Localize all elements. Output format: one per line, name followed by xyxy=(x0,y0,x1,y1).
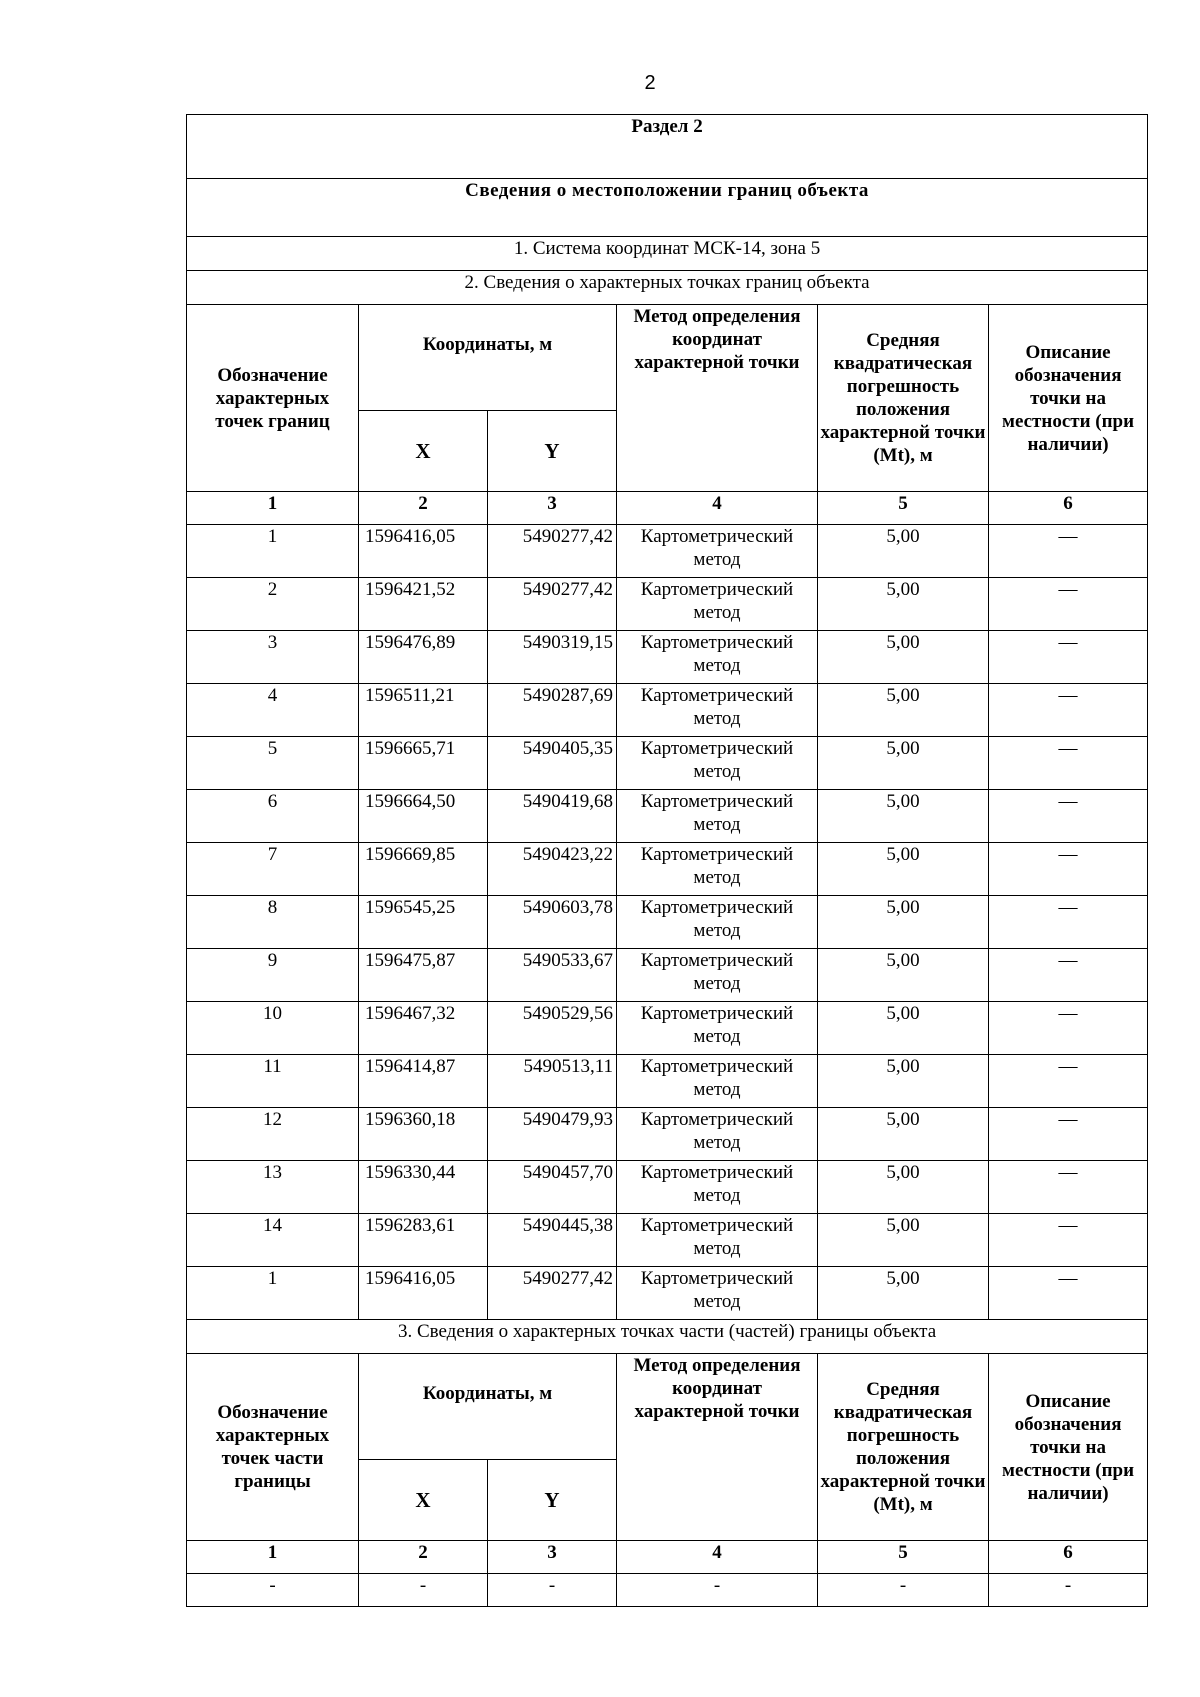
point-error: 5,00 xyxy=(818,737,989,790)
point-method: Картометрический метод xyxy=(617,737,818,790)
parts-header-x: X xyxy=(359,1460,488,1541)
point-error: 5,00 xyxy=(818,1108,989,1161)
point-y: 5490445,38 xyxy=(488,1214,617,1267)
header-x: X xyxy=(359,411,488,492)
point-description: — xyxy=(989,1055,1148,1108)
point-id: 6 xyxy=(187,790,359,843)
point-error: 5,00 xyxy=(818,631,989,684)
point-x: 1596476,89 xyxy=(359,631,488,684)
point-method: Картометрический метод xyxy=(617,578,818,631)
point-y: 5490419,68 xyxy=(488,790,617,843)
parts-header-y: Y xyxy=(488,1460,617,1541)
header-designation: Обозначение характерных точек границ xyxy=(187,305,359,492)
column-number: 4 xyxy=(617,1541,818,1574)
point-description: — xyxy=(989,1267,1148,1320)
point-y: 5490423,22 xyxy=(488,843,617,896)
point-method: Картометрический метод xyxy=(617,1055,818,1108)
point-method: Картометрический метод xyxy=(617,949,818,1002)
point-method: Картометрический метод xyxy=(617,1108,818,1161)
point-id: 3 xyxy=(187,631,359,684)
section-subtitle: Сведения о местоположении границ объекта xyxy=(187,179,1148,237)
point-description: — xyxy=(989,949,1148,1002)
point-x: 1596416,05 xyxy=(359,1267,488,1320)
parts-cell: - xyxy=(818,1574,989,1607)
table-row xyxy=(187,1055,1148,1108)
point-y: 5490277,42 xyxy=(488,1267,617,1320)
point-description: — xyxy=(989,896,1148,949)
header-error: Средняя квадратическая погрешность положения характерной точки (Mt), м xyxy=(818,305,989,492)
column-number: 6 xyxy=(989,1541,1148,1574)
column-number: 5 xyxy=(818,1541,989,1574)
parts-cell: - xyxy=(187,1574,359,1607)
point-error: 5,00 xyxy=(818,896,989,949)
point-method: Картометрический метод xyxy=(617,631,818,684)
column-number: 2 xyxy=(359,492,488,525)
parts-header-description: Описание обозначения точки на местности (при наличии) xyxy=(989,1354,1148,1541)
point-method: Картометрический метод xyxy=(617,1002,818,1055)
point-description: — xyxy=(989,578,1148,631)
table-row xyxy=(187,684,1148,737)
point-description: — xyxy=(989,631,1148,684)
column-number: 6 xyxy=(989,492,1148,525)
point-x: 1596669,85 xyxy=(359,843,488,896)
point-description: — xyxy=(989,1108,1148,1161)
point-method: Картометрический метод xyxy=(617,790,818,843)
table-row xyxy=(187,737,1148,790)
point-error: 5,00 xyxy=(818,1002,989,1055)
header-coordinates: Координаты, м xyxy=(359,305,617,411)
point-method: Картометрический метод xyxy=(617,1214,818,1267)
point-id: 8 xyxy=(187,896,359,949)
parts-heading: 3. Сведения о характерных точках части (частей) границы объекта xyxy=(187,1320,1148,1354)
table-row xyxy=(187,896,1148,949)
point-x: 1596475,87 xyxy=(359,949,488,1002)
point-y: 5490319,15 xyxy=(488,631,617,684)
point-error: 5,00 xyxy=(818,578,989,631)
point-id: 9 xyxy=(187,949,359,1002)
point-description: — xyxy=(989,790,1148,843)
parts-header-designation: Обозначение характерных точек части границы xyxy=(187,1354,359,1541)
header-description: Описание обозначения точки на местности (при наличии) xyxy=(989,305,1148,492)
point-error: 5,00 xyxy=(818,949,989,1002)
table-row xyxy=(187,843,1148,896)
section-title: Раздел 2 xyxy=(187,115,1148,179)
parts-column-numbers-row xyxy=(187,1541,1148,1574)
point-x: 1596330,44 xyxy=(359,1161,488,1214)
point-x: 1596664,50 xyxy=(359,790,488,843)
point-id: 1 xyxy=(187,1267,359,1320)
point-error: 5,00 xyxy=(818,843,989,896)
column-number: 1 xyxy=(187,492,359,525)
point-id: 12 xyxy=(187,1108,359,1161)
table-row xyxy=(187,1267,1148,1320)
point-y: 5490513,11 xyxy=(488,1055,617,1108)
column-number: 1 xyxy=(187,1541,359,1574)
parts-empty-row xyxy=(187,1574,1148,1607)
point-x: 1596511,21 xyxy=(359,684,488,737)
point-error: 5,00 xyxy=(818,684,989,737)
point-method: Картометрический метод xyxy=(617,1161,818,1214)
point-y: 5490287,69 xyxy=(488,684,617,737)
coordinate-system: 1. Система координат МСК-14, зона 5 xyxy=(187,237,1148,271)
point-x: 1596545,25 xyxy=(359,896,488,949)
point-y: 5490479,93 xyxy=(488,1108,617,1161)
point-description: — xyxy=(989,843,1148,896)
section-table xyxy=(186,114,1148,1607)
point-id: 4 xyxy=(187,684,359,737)
point-id: 2 xyxy=(187,578,359,631)
point-x: 1596467,32 xyxy=(359,1002,488,1055)
point-y: 5490277,42 xyxy=(488,525,617,578)
point-y: 5490603,78 xyxy=(488,896,617,949)
column-number: 5 xyxy=(818,492,989,525)
section-sheet xyxy=(186,114,1147,1607)
parts-header-error: Средняя квадратическая погрешность положения характерной точки (Mt), м xyxy=(818,1354,989,1541)
point-id: 10 xyxy=(187,1002,359,1055)
point-y: 5490529,56 xyxy=(488,1002,617,1055)
header-y: Y xyxy=(488,411,617,492)
parts-cell: - xyxy=(359,1574,488,1607)
table-row xyxy=(187,790,1148,843)
table-row xyxy=(187,631,1148,684)
point-error: 5,00 xyxy=(818,790,989,843)
table-row xyxy=(187,1161,1148,1214)
point-x: 1596360,18 xyxy=(359,1108,488,1161)
point-method: Картометрический метод xyxy=(617,525,818,578)
point-method: Картометрический метод xyxy=(617,684,818,737)
point-description: — xyxy=(989,684,1148,737)
point-id: 14 xyxy=(187,1214,359,1267)
parts-header-method: Метод определения координат характерной точки xyxy=(617,1354,818,1541)
table-row xyxy=(187,1214,1148,1267)
table-row xyxy=(187,1002,1148,1055)
column-number: 4 xyxy=(617,492,818,525)
point-y: 5490277,42 xyxy=(488,578,617,631)
table-row xyxy=(187,525,1148,578)
point-error: 5,00 xyxy=(818,1055,989,1108)
parts-header-coordinates: Координаты, м xyxy=(359,1354,617,1460)
parts-cell: - xyxy=(617,1574,818,1607)
table-row xyxy=(187,1108,1148,1161)
point-description: — xyxy=(989,1214,1148,1267)
point-description: — xyxy=(989,1002,1148,1055)
column-number: 2 xyxy=(359,1541,488,1574)
point-id: 11 xyxy=(187,1055,359,1108)
point-description: — xyxy=(989,737,1148,790)
point-method: Картометрический метод xyxy=(617,1267,818,1320)
point-description: — xyxy=(989,1161,1148,1214)
point-method: Картометрический метод xyxy=(617,843,818,896)
column-numbers-row xyxy=(187,492,1148,525)
parts-cell: - xyxy=(989,1574,1148,1607)
point-error: 5,00 xyxy=(818,1161,989,1214)
page-number: 2 xyxy=(644,72,656,94)
point-x: 1596414,87 xyxy=(359,1055,488,1108)
point-error: 5,00 xyxy=(818,1214,989,1267)
parts-cell: - xyxy=(488,1574,617,1607)
column-number: 3 xyxy=(488,1541,617,1574)
header-method: Метод определения координат характерной точки xyxy=(617,305,818,492)
table-row xyxy=(187,578,1148,631)
table-row xyxy=(187,949,1148,1002)
point-error: 5,00 xyxy=(818,525,989,578)
column-number: 3 xyxy=(488,492,617,525)
point-id: 5 xyxy=(187,737,359,790)
point-y: 5490533,67 xyxy=(488,949,617,1002)
point-description: — xyxy=(989,525,1148,578)
point-y: 5490457,70 xyxy=(488,1161,617,1214)
point-error: 5,00 xyxy=(818,1267,989,1320)
point-x: 1596416,05 xyxy=(359,525,488,578)
point-id: 7 xyxy=(187,843,359,896)
point-id: 1 xyxy=(187,525,359,578)
point-x: 1596665,71 xyxy=(359,737,488,790)
point-id: 13 xyxy=(187,1161,359,1214)
point-y: 5490405,35 xyxy=(488,737,617,790)
points-heading: 2. Сведения о характерных точках границ объекта xyxy=(187,271,1148,305)
point-method: Картометрический метод xyxy=(617,896,818,949)
point-x: 1596283,61 xyxy=(359,1214,488,1267)
point-x: 1596421,52 xyxy=(359,578,488,631)
